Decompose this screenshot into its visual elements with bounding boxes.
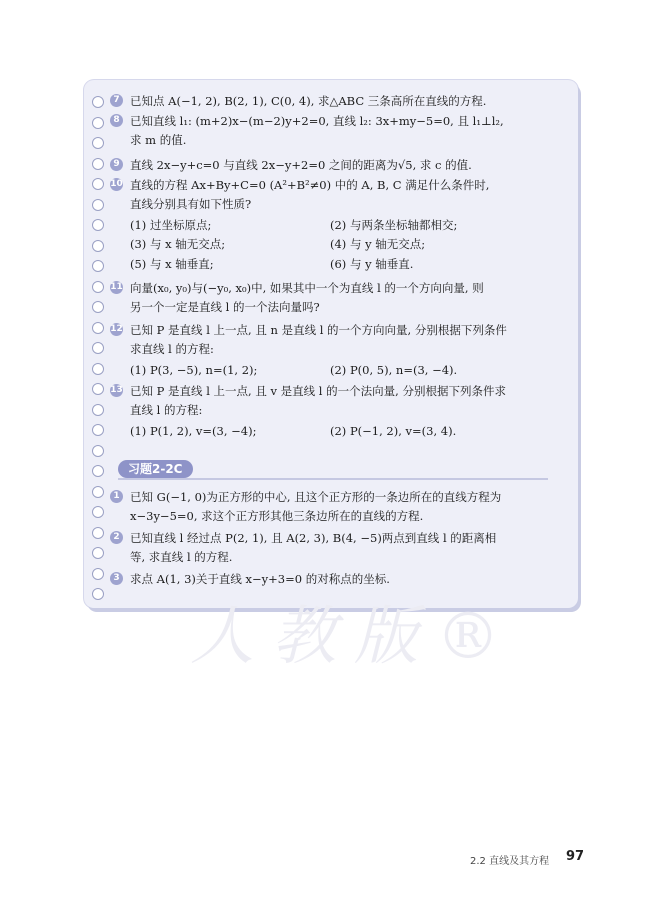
- problem-8-line-2: 求 m 的值.: [130, 133, 187, 147]
- binding-ring: [92, 424, 104, 436]
- problem-9-line-1: 直线 2x−y+c=0 与直线 2x−y+2=0 之间的距离为√5, 求 c 的值.: [130, 158, 472, 172]
- binding-ring: [92, 117, 104, 129]
- binding-ring: [92, 96, 104, 108]
- binding-ring: [92, 219, 104, 231]
- problem-number: 10: [110, 179, 123, 189]
- c-problem-3-line-1: 求点 A(1, 3)关于直线 x−y+3=0 的对称点的坐标.: [130, 572, 390, 586]
- c-problem-1-line-1: 已知 G(−1, 0)为正方形的中心, 且这个正方形的一条边所在的直线方程为: [130, 490, 502, 504]
- problem-7-line-1: 已知点 A(−1, 2), B(2, 1), C(0, 4), 求△ABC 三条高所在直线的方程.: [130, 94, 487, 108]
- problem-13-line-2: 直线 l 的方程:: [130, 403, 203, 417]
- binding-ring: [92, 383, 104, 395]
- binding-ring: [92, 178, 104, 190]
- option: (4) 与 y 轴无交点;: [330, 237, 426, 251]
- problem-10-line-2: 直线分别具有如下性质?: [130, 197, 252, 211]
- problem-number: 3: [110, 572, 123, 585]
- binding-ring: [92, 137, 104, 149]
- binding-ring: [92, 547, 104, 559]
- section-title: 习题2-2C: [118, 460, 193, 478]
- c-problem-1-line-2: x−3y−5=0, 求这个正方形其他三条边所在的直线的方程.: [130, 509, 424, 523]
- binding-ring: [92, 486, 104, 498]
- binding-ring: [92, 301, 104, 313]
- section-header: [118, 460, 548, 480]
- binding-ring: [92, 260, 104, 272]
- problem-12-line-2: 求直线 l 的方程:: [130, 342, 214, 356]
- binding-ring: [92, 588, 104, 600]
- binding-ring: [92, 445, 104, 457]
- problem-number: 1: [110, 490, 123, 503]
- binding-ring: [92, 527, 104, 539]
- c-problem-2-line-2: 等, 求直线 l 的方程.: [130, 550, 233, 564]
- option: (2) P(−1, 2), v=(3, 4).: [330, 424, 457, 438]
- problem-13-line-1: 已知 P 是直线 l 上一点, 且 v 是直线 l 的一个法向量, 分别根据下列条件求: [130, 384, 506, 398]
- binding-ring: [92, 465, 104, 477]
- binding-ring: [92, 240, 104, 252]
- problem-number: 12: [110, 324, 123, 334]
- c-problem-2-line-1: 已知直线 l 经过点 P(2, 1), 且 A(2, 3), B(4, −5)两点到直线 l 的距离相: [130, 531, 497, 545]
- problem-10-line-1: 直线的方程 Ax+By+C=0 (A²+B²≠0) 中的 A, B, C 满足什么条件时,: [130, 178, 490, 192]
- problem-number: 8: [110, 114, 123, 127]
- option: (5) 与 x 轴垂直;: [130, 257, 214, 271]
- problem-number: 11: [110, 282, 123, 292]
- problem-number: 13: [110, 385, 123, 395]
- option: (2) 与两条坐标轴都相交;: [330, 218, 458, 232]
- binding-ring: [92, 199, 104, 211]
- binding-ring: [92, 404, 104, 416]
- problem-number: 2: [110, 531, 123, 544]
- binding-ring: [92, 342, 104, 354]
- option: (1) P(1, 2), v=(3, −4);: [130, 424, 257, 438]
- publisher-watermark: 人教版®: [190, 600, 518, 674]
- page-number: 97: [566, 849, 585, 864]
- problem-number: 7: [110, 94, 123, 107]
- binding-ring: [92, 158, 104, 170]
- binding-ring: [92, 281, 104, 293]
- option: (2) P(0, 5), n=(3, −4).: [330, 363, 458, 377]
- problem-number: 9: [110, 158, 123, 171]
- binding-ring: [92, 506, 104, 518]
- footer-section-label: 2.2 直线及其方程: [470, 856, 550, 867]
- option: (3) 与 x 轴无交点;: [130, 237, 226, 251]
- problem-8-line-1: 已知直线 l₁: (m+2)x−(m−2)y+2=0, 直线 l₂: 3x+my−5=0, 且 l₁⊥l₂,: [130, 114, 504, 128]
- binding-ring: [92, 322, 104, 334]
- binding-ring: [92, 568, 104, 580]
- problem-11-line-1: 向量(x₀, y₀)与(−y₀, x₀)中, 如果其中一个为直线 l 的一个方向向量, 则: [130, 281, 484, 295]
- option: (6) 与 y 轴垂直.: [330, 257, 414, 271]
- option: (1) 过坐标原点;: [130, 218, 212, 232]
- problem-12-line-1: 已知 P 是直线 l 上一点, 且 n 是直线 l 的一个方向向量, 分别根据下列条件: [130, 323, 507, 337]
- problem-11-line-2: 另一个一定是直线 l 的一个法向量吗?: [130, 300, 320, 314]
- binding-ring: [92, 363, 104, 375]
- option: (1) P(3, −5), n=(1, 2);: [130, 363, 258, 377]
